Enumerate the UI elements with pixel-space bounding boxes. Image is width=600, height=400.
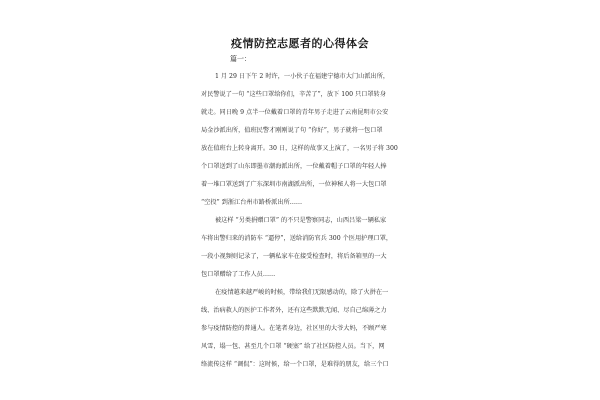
paragraph-line: 一段小视频则记录了，一辆私家车在接受检查时，将后备箱里的一大 bbox=[201, 253, 387, 260]
section-heading: 篇一： bbox=[230, 55, 251, 63]
paragraph-line: 线、治病救人的医护工作者外，还有这些默默无闻、尽自己绵薄之力 bbox=[201, 307, 387, 314]
paragraph-line: 着一堆口罩送到了广东深圳市南湖派出所，一位神秘人将一大包口罩 bbox=[201, 181, 387, 188]
paragraph-line: 在疫情越来越严峻的时候，带给我们无限感动的，除了火拼在一 bbox=[215, 289, 389, 296]
paragraph-line: 风雪，塌一包、甚至几个口罩 “硬塞” 给了社区防控人员。当下，网 bbox=[201, 343, 385, 350]
paragraph-line: 放在值班台上转身离开。30 日，这样的故事又上演了，一名男子将 300 bbox=[201, 145, 398, 152]
paragraph-line: 个口罩送到了山东即墨市潮海派出所，一位戴着帽子口罩的年轻人捧 bbox=[201, 163, 387, 170]
paragraph-line: 车将出警归来的消防车 “逼停”，送给消防官兵 300 个医用护理口罩， bbox=[201, 235, 393, 242]
paragraph-line: 局金沙派出所，值班民警才刚刚说了句 “你好”，男子就将一包口罩 bbox=[201, 127, 383, 134]
paragraph-line: “空投” 到浙江台州市路桥派出所…… bbox=[201, 199, 303, 206]
paragraph-line: 被这样 “另类捐赠口罩” 的不只是警察同志，山西吕梁一辆私家 bbox=[215, 217, 387, 224]
paragraph-line: 就走。同日晚 9 点半一位戴着口罩的青年男子走进了云南昆明市公安 bbox=[201, 109, 389, 116]
paragraph-line: 参与疫情防控的普通人。在笔者身边，社区里的大爷大妈，不顾严寒 bbox=[201, 325, 387, 332]
paragraph-line: 包口罩赠给了工作人员…… bbox=[201, 271, 276, 278]
paragraph-line: 络流传这样 “调侃”：这时候，给一个口罩，是难得的朋友，给三个口 bbox=[201, 361, 389, 368]
document-title: 疫情防控志愿者的心得体会 bbox=[231, 37, 369, 50]
paragraph-line: 1 月 29 日下午 2 时许，一小伙子在福建宁德市大门山派出所， bbox=[215, 73, 390, 80]
paragraph-line: 对民警说了一句 “这些口罩给你们，辛苦了”，放下 100 只口罩转身 bbox=[201, 91, 386, 98]
